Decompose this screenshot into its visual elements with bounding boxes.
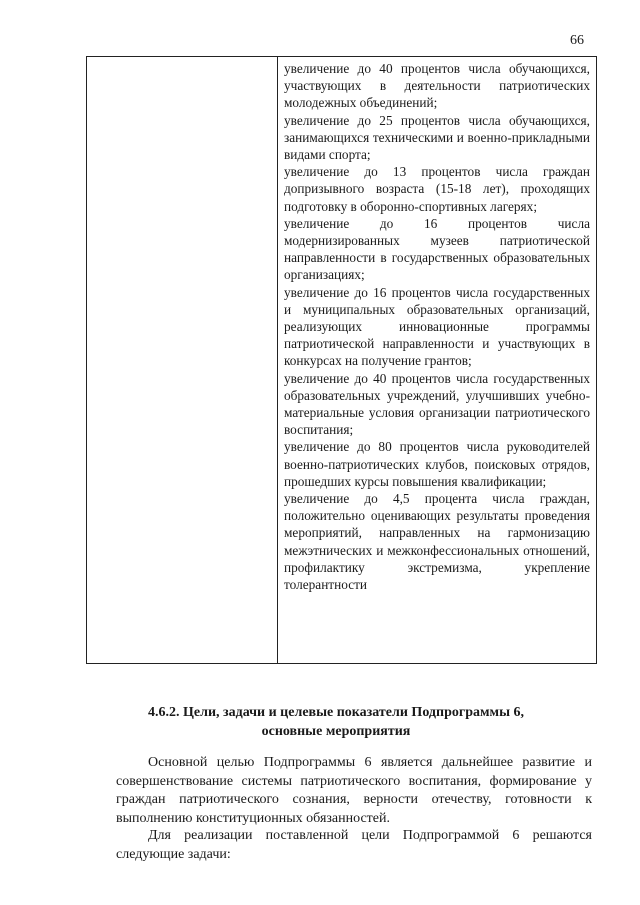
section-heading-line: 4.6.2. Цели, задачи и целевые показатели Подпрограммы 6, [147, 705, 525, 720]
indicator-item: увеличение до 16 процентов числа модернизированных музеев патриотической направленности в государственных образовательных организациях; [284, 215, 590, 283]
indicator-item: увеличение до 80 процентов числа руководителей военно-патриотических клубов, поисковых отрядов, прошедших курсы повышения квалификации; [284, 439, 590, 489]
page-number: 66 [570, 33, 584, 48]
body-paragraph: Основной целью Подпрограммы 6 является дальнейшее развитие и совершенствование системы патриотического воспитания, формирование у граждан патриотического сознания, верности отечеству, готовности к выполнению конституционных обязанностей. [116, 755, 592, 826]
target-indicators-table [86, 56, 597, 664]
table-cell-left [87, 57, 278, 664]
indicator-item: увеличение до 40 процентов числа обучающихся, участвующих в деятельности патриотических молодежных объединений; [284, 61, 590, 111]
body-paragraph: Для реализации поставленной цели Подпрограммой 6 решаются следующие задачи: [116, 828, 592, 862]
indicator-item: увеличение до 16 процентов числа государственных и муниципальных образовательных организаций, реализующих инновационные программы патриотической направленности и участвующих в конкурсах на получение грантов; [284, 284, 590, 369]
indicator-item: увеличение до 4,5 процента числа граждан, положительно оценивающих результаты проведения мероприятий, направленных на гармонизацию межэтнических и межконфессиональных отношений, профилактику экстремизма, укрепление толерантности [284, 491, 590, 593]
indicator-item: увеличение до 25 процентов числа обучающихся, занимающихся техническими и военно-прикладными видами спорта; [284, 112, 590, 163]
indicator-item: увеличение до 13 процентов числа граждан допризывного возраста (15-18 лет), проходящих подготовку в оборонно-спортивных лагерях; [284, 164, 590, 214]
section-heading [96, 703, 576, 741]
table-cell-indicators [278, 57, 597, 664]
section-heading-line: основные мероприятия [261, 724, 411, 739]
table-row [87, 57, 597, 664]
indicator-item: увеличение до 40 процентов числа государственных образовательных учреждений, улучшивших учебно-материальные условия организации патриотического воспитания; [284, 370, 590, 438]
